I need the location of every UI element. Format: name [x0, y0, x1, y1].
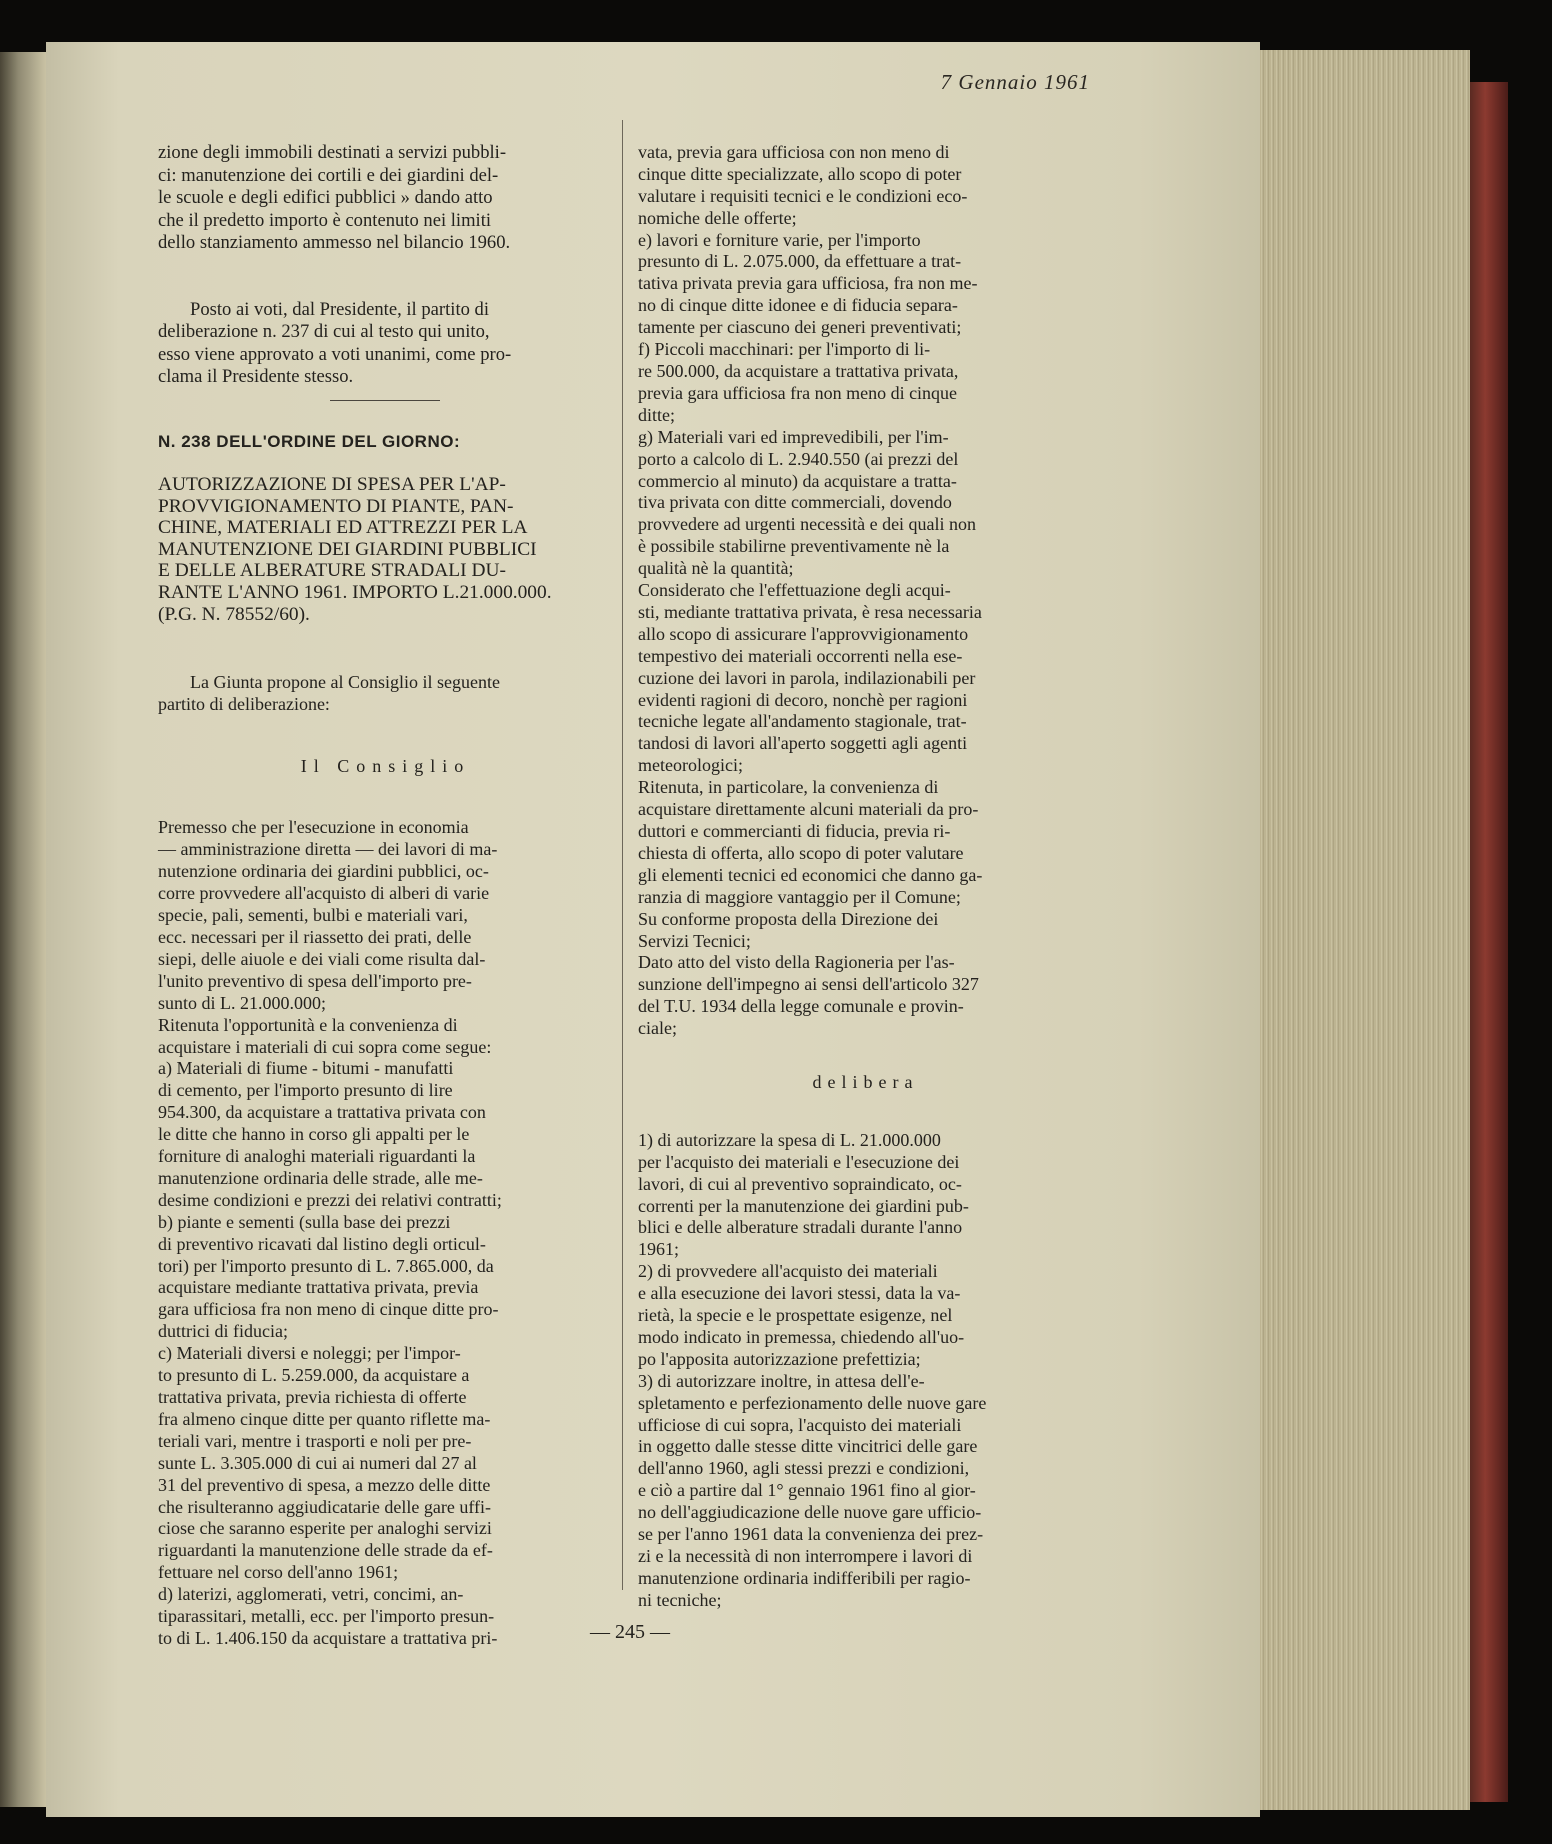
right-column	[638, 120, 1093, 1634]
left-column	[158, 120, 613, 411]
left-column-body	[158, 650, 613, 1672]
council-heading: Il Consiglio	[300, 755, 471, 776]
page-number: — 245 —	[590, 1621, 670, 1643]
paragraph-vote: Posto ai voti, dal Presidente, il partito di deliberazione n. 237 di cui al testo qui unito, esso viene approvato a voti unanimi, come pro- clama il Presidente stesso.	[158, 298, 512, 388]
column-divider	[622, 120, 623, 1590]
left-page-edge	[0, 52, 46, 1807]
running-head: 7 Gennaio 1961	[940, 70, 1090, 94]
deliberation-title: AUTORIZZAZIONE DI SPESA PER L'AP- PROVVIGIONAMENTO DI PIANTE, PAN- CHINE, MATERIALI ED ATTREZZI PER LA MANUTENZIONE DEI GIARDINI PUBBLICI E DELLE ALBERATURE STRADALI DU- RANTE L'ANNO 1961. IMPORTO L.21.000.000. (P.G. N. 78552/60).	[158, 474, 552, 625]
resolutions-text: 1) di autorizzare la spesa di L. 21.000.000 per l'acquisto dei materiali e l'esecuzione dei lavori, di cui al preventivo sopraindicato, oc- correnti per la manutenzione dei giardini pub- blici e delle alberature stradali durante l'anno 1961; 2) di provvedere all'acquisto dei materiali e alla esecuzione dei lavori stessi, data la va- rietà, la specie e le prospettate esigenze, nel modo indicato in premessa, chiedendo all'uo- po l'apposita autorizzazione prefettizia; 3) di autorizzare inoltre, in attesa dell'e- spletamento e perfezionamento delle nuove gare ufficiose di cui sopra, l'acquisto dei materiali in oggetto dalle stesse ditte vincitrici delle gare dell'anno 1960, agli stessi prezzi e condizioni, e ciò a partire dal 1° gennaio 1961 fino al gior- no dell'aggiudicazione delle nuove gare ufficio- se per l'anno 1961 data la convenienza dei prez- zi e la necessità di non interrompere i lavori di manutenzione ordinaria indifferibili per ragio- ni tecniche;	[638, 1129, 987, 1610]
section-rule	[330, 400, 440, 401]
giunta-proposal: La Giunta propone al Consiglio il seguente partito di deliberazione:	[158, 671, 500, 714]
agenda-item-heading: N. 238 DELL'ORDINE DEL GIORNO:	[158, 432, 461, 451]
paragraph-intro: zione degli immobili destinati a servizi pubbli- ci: manutenzione dei cortili e dei giardini del- le scuole e degli edifici pubblici » dando atto che il predetto importo è contenuto nei limiti dello stanziamento ammesso nel bilancio 1960.	[158, 142, 511, 254]
right-column-text: vata, previa gara ufficiosa con non meno di cinque ditte specializzate, allo scopo di poter valutare i requisiti tecnici e le condizioni eco- nomiche delle offerte; e) lavori e forniture varie, per l'importo presunto di L. 2.075.000, da effettuare a trat- tativa privata previa gara ufficiosa, fra non me- no di cinque ditte idonee e di fiducia separa- tamente per ciascuno dei generi preventivati; f) Piccoli macchinari: per l'importo di li- re 500.000, da acquistare a trattativa privata, previa gara ufficiosa fra non meno di cinque ditte; g) Materiali vari ed imprevedibili, per l'im- porto a calcolo di L. 2.940.550 (ai prezzi del commercio al minuto) da acquistare a tratta- tiva privata con ditte commerciali, dovendo provvedere ad urgenti necessità e dei quali non è possibile stabilirne preventivamente nè la qualità nè la quantità; Considerato che l'effettuazione degli acqui- sti, mediante trattativa privata, è resa necessaria allo scopo di assicurare l'approvvigionamento tempestivo dei materiali occorrenti nella ese- cuzione dei lavori in parola, indilazionabili per evidenti ragioni di decoro, nonchè per ragioni tecniche legate all'andamento stagionale, trat- tandosi di lavori all'aperto soggetti agli agenti meteorologici; Ritenuta, in particolare, la convenienza di acquistare direttamente alcuni materiali da pro- duttori e commercianti di fiducia, previa ri- chiesta di offerta, allo scopo di poter valutare gli elementi tecnici ed economici che danno ga- ranzia di maggiore vantaggio per il Comune; Su conforme proposta della Direzione dei Servizi Tecnici; Dato atto del visto della Ragioneria per l'as- sunzione dell'impegno ai sensi dell'articolo 327 del T.U. 1934 della legge comunale e provin- ciale;	[638, 141, 983, 1039]
delibera-heading: delibera	[812, 1071, 919, 1092]
premises-text: Premesso che per l'esecuzione in economia — amministrazione diretta — dei lavori di ma- nutenzione ordinaria dei giardini pubblici, oc- corre provvedere all'acquisto di alberi di varie specie, pali, sementi, bulbi e materiali vari, ecc. necessari per il riassetto dei prati, delle siepi, delle aiuole e dei viali come risulta dal- l'unito preventivo di spesa dell'importo pre- sunto di L. 21.000.000; Ritenuta l'opportunità e la convenienza di acquistare i materiali di cui sopra come segue: a) Materiali di fiume - bitumi - manufatti di cemento, per l'importo presunto di lire 954.300, da acquistare a trattativa privata con le ditte che hanno in corso gli appalti per le forniture di analoghi materiali riguardanti la manutenzione ordinaria delle strade, alle me- desime condizioni e prezzi dei relativi contratti; b) piante e sementi (sulla base dei prezzi di preventivo ricavati dal listino degli orticul- tori) per l'importo presunto di L. 7.865.000, da acquistare mediante trattativa privata, previa gara ufficiosa fra non meno di cinque ditte pro- duttrici di fiducia; c) Materiali diversi e noleggi; per l'impor- to presunto di L. 5.259.000, da acquistare a trattativa privata, previa richiesta di offerte fra almeno cinque ditte per quanto riflette ma- teriali vari, mentre i trasporti e noli per pre- sunte L. 3.305.000 di cui ai numeri dal 27 al 31 del preventivo di spesa, a mezzo delle ditte che risulteranno aggiudicatarie delle gare uffi- ciose che saranno esperite per analoghi servizi riguardanti la manutenzione delle strade da ef- fettuare nel corso dell'anno 1961; d) laterizi, agglomerati, vetri, concimi, an- tiparassitari, metalli, ecc. per l'importo presun- to di L. 1.406.150 da acquistare a trattativa pri-	[158, 817, 502, 1648]
page-block-edges	[1260, 50, 1470, 1810]
book-cover	[1470, 82, 1508, 1802]
